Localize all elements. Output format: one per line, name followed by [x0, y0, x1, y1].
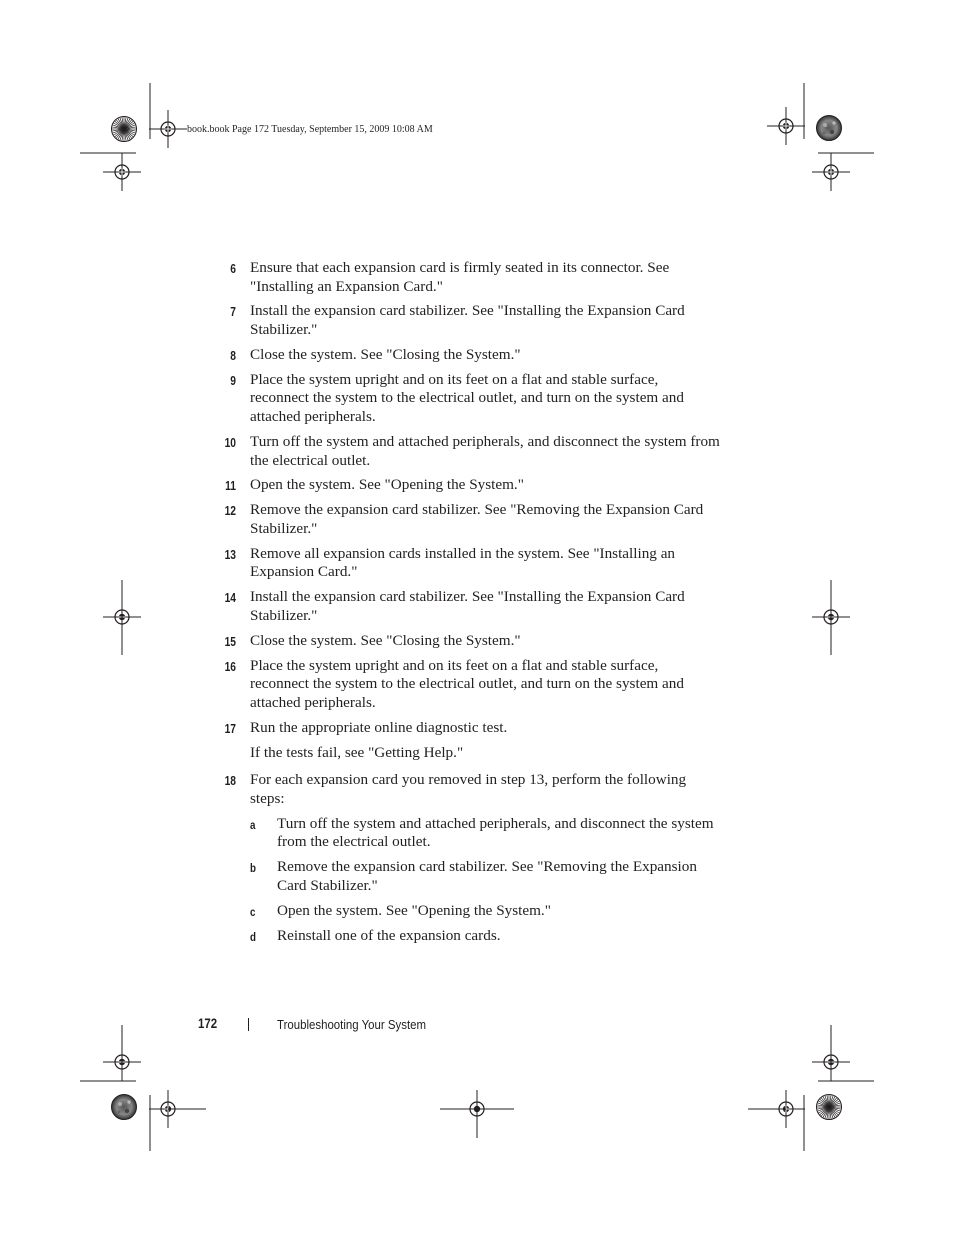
step-item: [220, 371, 720, 427]
substep-text: Remove the expansion card stabilizer. See "Removing the Expansion Card Stabilizer.": [277, 858, 697, 894]
substep-list: [220, 815, 720, 945]
step-number: 15: [224, 634, 236, 649]
footer-divider: [248, 1018, 249, 1031]
step-number: 11: [225, 479, 236, 494]
step-item: [220, 346, 720, 365]
substep-letter: c: [250, 906, 256, 919]
step-item: [220, 545, 720, 582]
procedure-content: [220, 259, 720, 951]
step-17-note: If the tests fail, see "Getting Help.": [250, 743, 464, 761]
step-item: [220, 771, 720, 808]
step-number: 12: [224, 504, 236, 519]
page-number: 172: [198, 1016, 218, 1031]
page-footer: [198, 1014, 718, 1034]
step-number: 18: [224, 774, 236, 789]
substep-item: [220, 902, 720, 921]
section-title: Troubleshooting Your System: [277, 1017, 427, 1032]
substep-item: [220, 858, 720, 895]
step-text: Turn off the system and attached peripherals, and disconnect the system from the electrical outlet.: [250, 432, 720, 469]
step-item: [220, 302, 720, 339]
step-text: Run the appropriate online diagnostic test.: [250, 718, 508, 736]
step-number: 6: [230, 262, 236, 276]
step-number: 16: [224, 659, 236, 674]
step-text: Remove all expansion cards installed in the system. See "Installing an Expansion Card.": [250, 544, 676, 581]
step-text: Close the system. See "Closing the System.": [250, 631, 521, 649]
substep-item: [220, 927, 720, 946]
step-item: [220, 476, 720, 495]
print-slug: book.book Page 172 Tuesday, September 15, 2009 10:08 AM: [187, 124, 433, 135]
sunburst-mark-top-left: [112, 117, 137, 142]
step-text: For each expansion card you removed in step 13, perform the following steps:: [250, 771, 687, 807]
step-text: Open the system. See "Opening the System.": [250, 476, 524, 494]
step-list: [220, 259, 720, 737]
step-text: Place the system upright and on its feet on a flat and stable surface, reconnect the system to the electrical outlet, and turn on the system and attached peripherals.: [250, 656, 684, 711]
step-number: 17: [224, 721, 236, 736]
substep-text: Turn off the system and attached peripherals, and disconnect the system from the electrical outlet.: [277, 814, 714, 851]
step-number: 8: [230, 348, 236, 363]
step-item: [220, 259, 720, 296]
substep-item: [220, 815, 720, 852]
step-number: 13: [224, 547, 236, 562]
step-text: Place the system upright and on its feet on a flat and stable surface, reconnect the system to the electrical outlet, and turn on the system and attached peripherals.: [250, 370, 684, 426]
substep-letter: d: [250, 931, 256, 944]
substep-letter: a: [250, 819, 256, 832]
step-item: [220, 632, 720, 651]
step-number: 10: [224, 435, 236, 450]
step-number: 14: [224, 591, 236, 606]
step-item: [220, 433, 720, 470]
step-text: Close the system. See "Closing the System.": [250, 345, 521, 363]
substep-text: Reinstall one of the expansion cards.: [277, 926, 501, 944]
step-item: [220, 501, 720, 538]
substep-text: Open the system. See "Opening the System.": [277, 901, 551, 919]
step-text: Ensure that each expansion card is firmly seated in its connector. See "Installing an Expansion Card.": [250, 259, 670, 295]
sunburst-mark-bottom-right: [817, 1095, 842, 1120]
step-item: [220, 588, 720, 625]
step-text: Install the expansion card stabilizer. See "Installing the Expansion Card Stabilizer.": [250, 302, 685, 339]
step-text: Remove the expansion card stabilizer. See "Removing the Expansion Card Stabilizer.": [250, 501, 704, 537]
step-number: 9: [230, 373, 236, 388]
step-text: Install the expansion card stabilizer. See "Installing the Expansion Card Stabilizer.": [250, 588, 685, 624]
substep-letter: b: [250, 863, 256, 876]
step-number: 7: [230, 305, 236, 320]
step-item: [220, 719, 720, 738]
step-item: [220, 657, 720, 713]
